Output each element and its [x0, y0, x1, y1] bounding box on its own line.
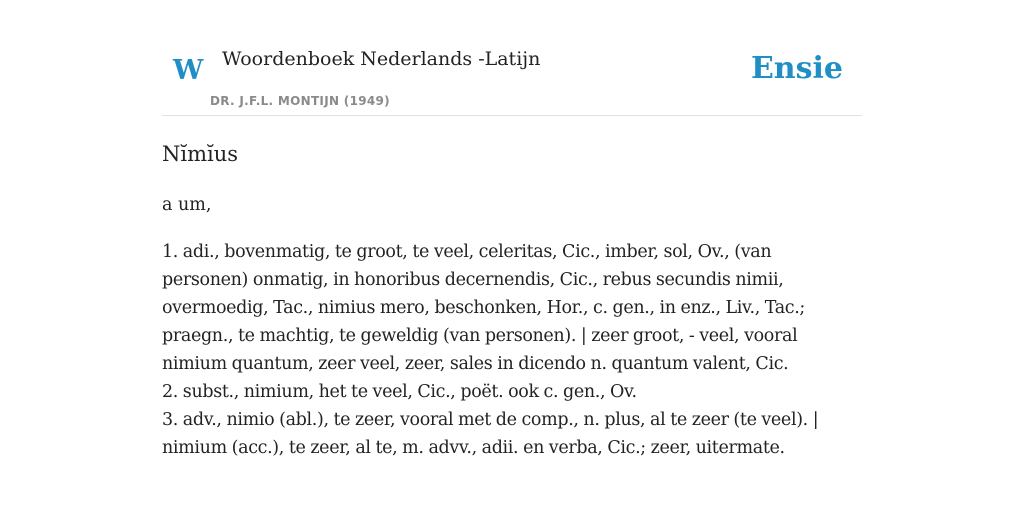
grammar-info: a um,: [162, 195, 212, 215]
dictionary-title[interactable]: Woordenboek Nederlands -Latijn: [222, 48, 541, 70]
dictionary-author: DR. J.F.L. MONTIJN (1949): [210, 94, 390, 108]
entry-header: [162, 40, 862, 116]
entry-content: [162, 138, 862, 462]
brand-logo[interactable]: Ensie: [750, 51, 843, 86]
definition-2: 2. subst., nimium, het te veel, Cic., poët. ook c. gen., Ov.: [162, 382, 637, 402]
definitions: [162, 238, 862, 462]
definition-3: 3. adv., nimio (abl.), te zeer, vooral met de comp., n. plus, al te zeer (te veel). | nimium (acc.), te zeer, al te, m. advv., adii. en verba, Cic.; zeer, uitermate.: [162, 410, 819, 458]
headword: Nĭmĭus: [162, 142, 239, 166]
dictionary-logo[interactable]: W: [173, 55, 204, 86]
definition-1: 1. adi., bovenmatig, te groot, te veel, celeritas, Cic., imber, sol, Ov., (van personen) onmatig, in honoribus decernendis, Cic., rebus secundis nimii, overmoedig, Tac., nimius mero, beschonken, Hor., c. gen., in enz., Liv., Tac.; praegn., te machtig, te geweldig (van personen). | zeer groot, - veel, vooral nimium quantum, zeer veel, zeer, sales in dicendo n. quantum valent, Cic.: [162, 242, 805, 374]
